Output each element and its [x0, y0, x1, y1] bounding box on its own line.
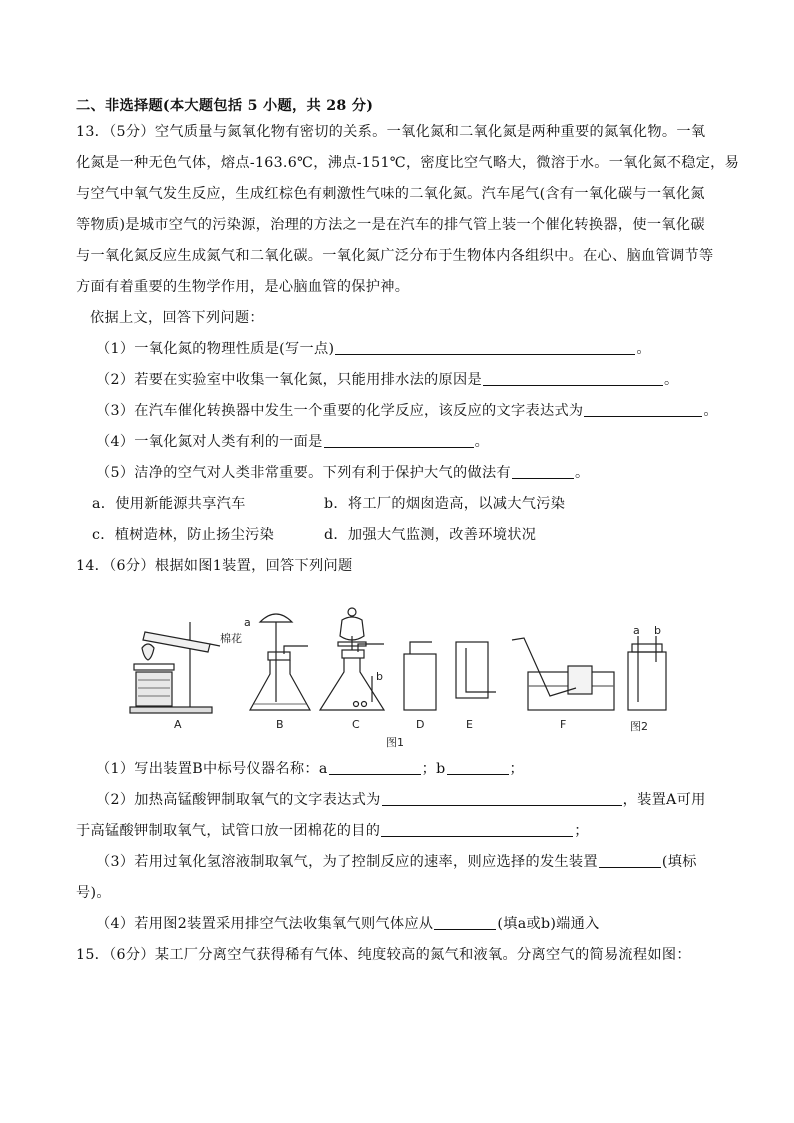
apparatus-a — [130, 622, 220, 713]
q14-sub-4-post: (填a或b)端通入 — [497, 916, 600, 932]
label-a: A — [174, 718, 182, 731]
label-f: F — [560, 718, 567, 731]
label-e: E — [466, 718, 473, 731]
q13-options-row-2 — [92, 525, 536, 545]
period: 。 — [703, 403, 718, 419]
period: 。 — [574, 465, 590, 481]
q14-sub-1 — [96, 759, 524, 779]
q14-sub-3-line-2: 号)。 — [76, 885, 111, 901]
apparatus-fig2 — [628, 636, 666, 710]
q14-sub-2-end: ； — [574, 823, 589, 839]
apparatus-d — [404, 642, 436, 710]
q15-stem: 15．（6分）某工厂分离空气获得稀有气体、纯度较高的氮气和液氧。分离空气的简易流程如图： — [76, 947, 691, 963]
q14-sub-3-text: （3）若用过氧化氢溶液制取氧气，为了控制反应的速率，则应选择的发生装置 — [96, 854, 598, 870]
answer-blank-14-3[interactable] — [599, 853, 661, 868]
answer-blank-14-1a[interactable] — [329, 760, 421, 775]
apparatus-b — [250, 614, 310, 710]
q13-sub-2 — [96, 370, 679, 390]
mark-b-fig2: b — [654, 624, 661, 637]
answer-blank-14-4[interactable] — [434, 915, 496, 930]
apparatus-e — [456, 642, 496, 698]
answer-blank-14-1b[interactable] — [447, 760, 509, 775]
q14-sub-1-text: （1）写出装置B中标号仪器名称：a — [96, 761, 328, 777]
mark-a-b: a — [244, 616, 251, 629]
period: 。 — [474, 434, 490, 450]
q13-text-line-2: 化氮是一种无色气体，熔点-163.6℃，沸点-151℃，密度比空气略大，微溶于水。一氧化氮不稳定，易 — [76, 155, 740, 171]
q13-intro: 依据上文，回答下列问题： — [90, 310, 264, 326]
q14-sub-2-post: ，装置A可用 — [622, 792, 706, 808]
q13-options-row-1 — [92, 494, 565, 514]
label-fig2: 图2 — [630, 720, 648, 733]
q14-sub-4-text: （4）若用图2装置采用排空气法收集氧气则气体应从 — [96, 916, 434, 932]
answer-blank-14-2a[interactable] — [382, 791, 622, 806]
q14-sub-4 — [96, 914, 600, 934]
apparatus-f — [512, 638, 614, 710]
apparatus-figure — [120, 592, 680, 752]
answer-blank-13-1[interactable] — [335, 340, 635, 355]
q13-sub-1-text: （1）一氧化氮的物理性质是(写一点) — [96, 341, 335, 357]
mark-b-c: b — [376, 670, 383, 683]
q13-text-line-1: 13．（5分）空气质量与氮氧化物有密切的关系。一氧化氮和二氧化氮是两种重要的氮氧化物。一氧 — [76, 124, 706, 140]
q13-text-line-4: 等物质)是城市空气的污染源，治理的方法之一是在汽车的排气管上装一个催化转换器，使一氧化碳 — [76, 217, 705, 233]
q13-sub-2-text: （2）若要在实验室中收集一氧化氮，只能用排水法的原因是 — [96, 372, 483, 388]
answer-blank-13-3[interactable] — [584, 402, 702, 417]
answer-blank-13-4[interactable] — [324, 433, 474, 448]
q14-sub-1-end: ； — [509, 761, 525, 777]
q13-text-line-5: 与一氧化氮反应生成氮气和二氧化碳。一氧化氮广泛分布于生物体内各组织中。在心、脑血管调节等 — [76, 248, 714, 264]
option-d: d．加强大气监测，改善环境状况 — [324, 527, 537, 543]
cotton-label: 棉花 — [220, 632, 242, 645]
q13-sub-3 — [96, 401, 718, 421]
q13-sub-4-text: （4）一氧化氮对人类有利的一面是 — [96, 434, 323, 450]
q13-text-line-3: 与空气中氧气发生反应，生成红棕色有刺激性气味的二氧化氮。汽车尾气(含有一氧化碳与一氧化氮 — [76, 186, 705, 202]
apparatus-c — [320, 608, 384, 710]
section-title: 二、非选择题(本大题包括 5 小题，共 28 分) — [76, 98, 374, 114]
answer-blank-13-5[interactable] — [512, 464, 574, 479]
period: 。 — [636, 341, 651, 357]
q14-stem: 14．（6分）根据如图1装置，回答下列问题 — [76, 558, 353, 574]
label-b: B — [276, 718, 284, 731]
option-a: a．使用新能源共享汽车 — [92, 496, 246, 512]
option-c: c．植树造林，防止扬尘污染 — [92, 527, 275, 543]
label-d: D — [416, 718, 425, 731]
apparatus-drawing — [120, 592, 680, 752]
mark-a-fig2: a — [633, 624, 640, 637]
label-fig1: 图1 — [386, 736, 404, 749]
q13-sub-5-text: （5）洁净的空气对人类非常重要。下列有利于保护大气的做法有 — [96, 465, 511, 481]
q14-sub-3 — [96, 852, 697, 872]
answer-blank-14-2b[interactable] — [381, 822, 573, 837]
q14-sub-2 — [96, 790, 706, 810]
q14-sub-1-mid: ；b — [421, 761, 446, 777]
option-b: b．将工厂的烟囱造高，以减大气污染 — [324, 496, 566, 512]
q14-sub-3-post: (填标 — [661, 854, 697, 870]
q14-sub-2-line-2-text: 于高锰酸钾制取氧气，试管口放一团棉花的目的 — [76, 823, 381, 839]
q14-sub-2-text: （2）加热高锰酸钾制取氧气的文字表达式为 — [96, 792, 381, 808]
q13-sub-4 — [96, 432, 489, 452]
q13-sub-1 — [96, 339, 651, 359]
period: 。 — [664, 372, 679, 388]
q13-sub-3-text: （3）在汽车催化转换器中发生一个重要的化学反应，该反应的文字表达式为 — [96, 403, 584, 419]
answer-blank-13-2[interactable] — [483, 371, 663, 386]
q13-sub-5 — [96, 463, 589, 483]
label-c: C — [352, 718, 360, 731]
q14-sub-2-line-2 — [76, 821, 589, 841]
q13-text-line-6: 方面有着重要的生物学作用，是心脑血管的保护神。 — [76, 279, 410, 295]
